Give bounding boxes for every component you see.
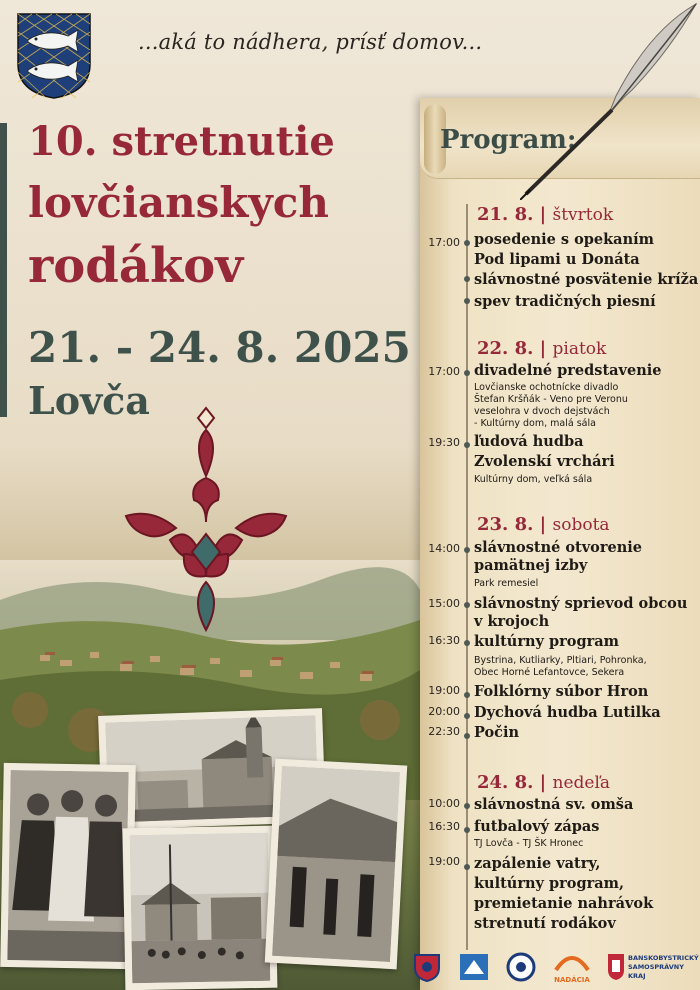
round-emblem-icon	[506, 952, 536, 982]
timeline-dot	[464, 276, 470, 282]
timeline-dot	[464, 298, 470, 304]
event-dates: 21. - 24. 8. 2025	[28, 323, 411, 372]
quill-pen-icon	[520, 0, 700, 200]
event-title: kultúrny program,	[474, 875, 625, 892]
cultural-center-logo-icon	[458, 952, 490, 982]
day-heading-friday: 22. 8. | piatok	[477, 338, 607, 359]
club-crest-icon	[412, 952, 442, 982]
event-title: kultúrny program	[474, 633, 619, 650]
day-heading-thursday: 21. 8. | štvrtok	[477, 204, 614, 225]
timeline-dot	[464, 602, 470, 608]
event-time: 17:00	[428, 365, 460, 378]
event-title: slávnostný sprievod obcou	[474, 595, 688, 612]
region-logo-text	[628, 954, 700, 981]
timeline-dot	[464, 803, 470, 809]
folk-ornament	[122, 404, 290, 636]
event-title: ľudová hudba	[474, 433, 584, 450]
foundation-logo	[550, 950, 594, 984]
event-title: v krojoch	[474, 613, 550, 630]
event-time: 14:00	[428, 542, 460, 555]
event-detail: Lovčianske ochotnícke divadlo	[474, 382, 619, 393]
event-detail: Obec Horné Lefantovce, Sekera	[474, 667, 625, 678]
timeline-dot	[464, 864, 470, 870]
event-title: premietanie nahrávok	[474, 895, 654, 912]
event-time: 16:30	[428, 634, 460, 647]
event-title: zapálenie vatry,	[474, 855, 601, 872]
photo-village-parade	[123, 826, 278, 990]
event-time: 19:00	[428, 855, 460, 868]
event-title: posedenie s opekaním	[474, 231, 654, 248]
title-accent-bar	[0, 123, 7, 417]
foundation-logo-icon	[550, 950, 594, 972]
event-title-line-1: 10. stretnutie	[28, 118, 335, 165]
event-title: Pod lipami u Donáta	[474, 251, 640, 268]
timeline-dot	[464, 713, 470, 719]
event-detail: Bystrina, Kutliarky, Pltiari, Pohronka,	[474, 655, 647, 666]
timeline-dot	[464, 240, 470, 246]
event-title: Dychová hudba Lutilka	[474, 704, 661, 721]
coat-of-arms-logo	[16, 12, 92, 100]
region-logo-line-2: SAMOSPRÁVNY KRAJ	[628, 963, 684, 980]
timeline-dot	[464, 370, 470, 376]
event-title: spev tradičných piesní	[474, 293, 656, 310]
event-title: slávnostné posvätenie kríža	[474, 271, 699, 288]
timeline-dot	[464, 827, 470, 833]
event-detail: Kultúrny dom, veľká sála	[474, 474, 593, 485]
day-heading-sunday: 24. 8. | nedeľa	[477, 772, 611, 793]
event-time: 20:00	[428, 705, 460, 718]
program-heading: Program:	[440, 125, 577, 155]
event-time: 22:30	[428, 725, 460, 738]
photo-village-people	[265, 759, 407, 970]
region-logo-line-1: BANSKOBYSTRICKÝ	[628, 954, 699, 962]
motto: ...aká to nádhera, prísť domov...	[138, 30, 483, 54]
event-title: slávnostné otvorenie	[474, 539, 642, 556]
program-timeline	[466, 204, 468, 950]
event-title: Zvolenskí vrchári	[474, 453, 615, 470]
event-time: 10:00	[428, 797, 460, 810]
event-title: divadelné predstavenie	[474, 362, 662, 379]
timeline-dot	[464, 442, 470, 448]
event-detail: - Kultúrny dom, malá sála	[474, 418, 596, 429]
event-detail: Štefan Kršňák - Veno pre Veronu	[474, 394, 628, 405]
event-title: futbalový zápas	[474, 818, 600, 835]
foundation-logo-text: NADÁCIA	[554, 976, 590, 984]
event-title: pamätnej izby	[474, 557, 588, 574]
event-title: Počin	[474, 724, 520, 741]
event-place: Lovča	[28, 378, 150, 423]
event-time: 16:30	[428, 820, 460, 833]
event-detail: veselohra v dvoch dejstvách	[474, 406, 610, 417]
event-time: 19:00	[428, 684, 460, 697]
sponsor-logos	[410, 948, 700, 988]
event-time: 17:00	[428, 236, 460, 249]
region-crest-icon	[606, 952, 626, 982]
event-detail: Park remesiel	[474, 578, 539, 589]
event-detail: TJ Lovča - TJ ŠK Hronec	[474, 838, 584, 849]
event-title-line-2: lovčianskych	[28, 178, 329, 227]
event-title-line-3: rodákov	[28, 238, 244, 294]
day-heading-saturday: 23. 8. | sobota	[477, 514, 610, 535]
event-title: stretnutí rodákov	[474, 915, 616, 932]
event-time: 19:30	[428, 436, 460, 449]
event-title: Folklórny súbor Hron	[474, 683, 649, 700]
timeline-dot	[464, 547, 470, 553]
event-time: 15:00	[428, 597, 460, 610]
timeline-dot	[464, 692, 470, 698]
timeline-dot	[464, 733, 470, 739]
photo-folk-women	[0, 763, 136, 969]
event-title: slávnostná sv. omša	[474, 796, 634, 813]
timeline-dot	[464, 640, 470, 646]
